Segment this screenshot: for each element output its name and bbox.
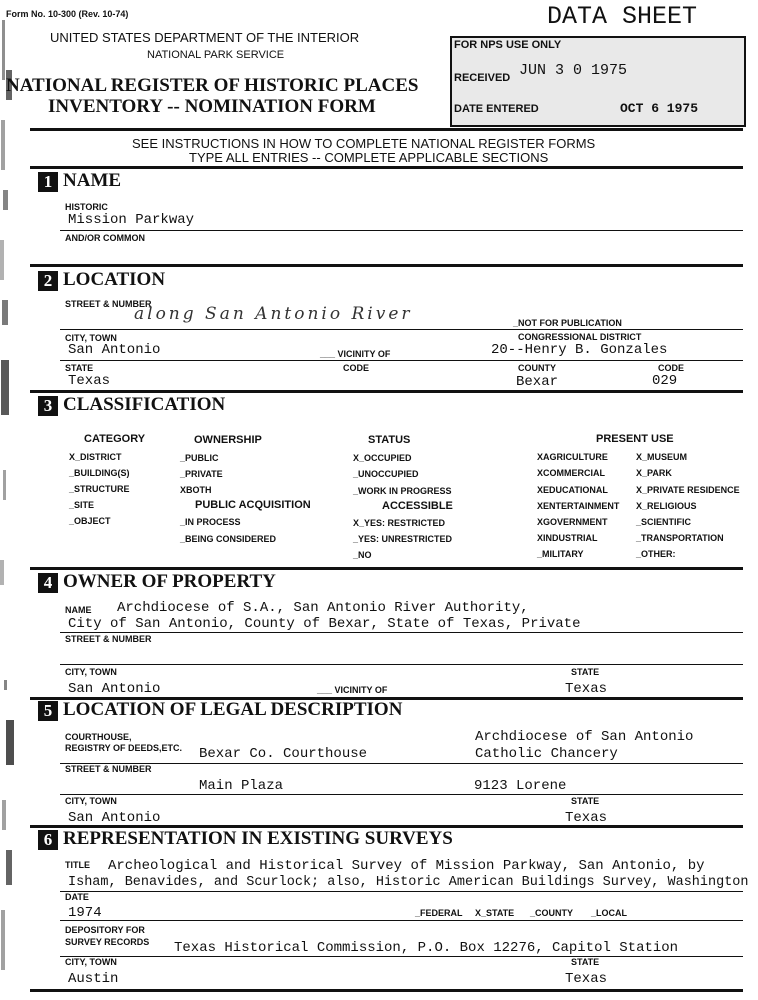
ownership-option: XBOTH	[180, 485, 212, 495]
category-option: _OBJECT	[69, 516, 111, 526]
status-option: _UNOCCUPIED	[353, 469, 419, 479]
accessible-heading: ACCESSIBLE	[382, 500, 453, 512]
ownership-option: _PUBLIC	[180, 453, 219, 463]
owner-state-value: Texas	[565, 681, 608, 697]
present-use-option: _MILITARY	[537, 549, 584, 559]
category-option: _BUILDING(S)	[69, 468, 130, 478]
common-name-label: AND/OR COMMON	[65, 233, 145, 243]
code-label-2: CODE	[658, 363, 685, 373]
historic-name: Mission Parkway	[68, 212, 195, 228]
survey-level-county: _COUNTY	[530, 908, 574, 918]
present-use-option: X_RELIGIOUS	[636, 501, 697, 511]
owner-name-line2: City of San Antonio, County of Bexar, State of Texas, Private	[68, 616, 581, 632]
owner-city-label: CITY, TOWN	[65, 667, 117, 677]
present-use-option: XCOMMERCIAL	[537, 468, 605, 478]
legal-street-label: STREET & NUMBER	[65, 764, 152, 774]
accessible-option: _YES: UNRESTRICTED	[353, 534, 453, 544]
public-acq-option: _BEING CONSIDERED	[180, 534, 277, 544]
form-subtitle: INVENTORY -- NOMINATION FORM	[48, 96, 376, 117]
legal-city-label: CITY, TOWN	[65, 796, 117, 806]
instructions-line1: SEE INSTRUCTIONS IN HOW TO COMPLETE NATIONAL REGISTER FORMS	[132, 136, 596, 151]
section-title: LOCATION OF LEGAL DESCRIPTION	[63, 699, 403, 720]
date-entered-label: DATE ENTERED	[454, 103, 539, 115]
received-label: RECEIVED	[454, 72, 511, 84]
field-line	[60, 794, 743, 795]
survey-city-label: CITY, TOWN	[65, 957, 117, 967]
instructions-line2: TYPE ALL ENTRIES -- COMPLETE APPLICABLE SECTIONS	[189, 150, 549, 165]
survey-date-value: 1974	[68, 905, 102, 921]
divider	[30, 128, 743, 131]
accessible-option: X_YES: RESTRICTED	[353, 518, 446, 528]
survey-title-line1: Archeological and Historical Survey of Mission Parkway, San Antonio, by	[108, 858, 705, 874]
survey-state-label: STATE	[571, 957, 600, 967]
present-use-option: XINDUSTRIAL	[537, 533, 598, 543]
depository-value: Texas Historical Commission, P.O. Box 12276, Capitol Station	[174, 940, 679, 956]
section-number: 5	[38, 701, 58, 721]
present-use-option: XEDUCATIONAL	[537, 485, 608, 495]
owner-street-label: STREET & NUMBER	[65, 634, 152, 644]
legal-state-value: Texas	[565, 810, 608, 826]
cong-district-label: CONGRESSIONAL DISTRICT	[518, 332, 642, 342]
present-use-option: _OTHER:	[636, 549, 676, 559]
county-label: COUNTY	[518, 363, 556, 373]
present-use-option: XAGRICULTURE	[537, 452, 608, 462]
agency-subname: NATIONAL PARK SERVICE	[147, 49, 285, 61]
field-line	[60, 891, 743, 892]
field-line	[60, 956, 743, 957]
field-line	[60, 329, 743, 330]
county-code-value: 029	[652, 373, 678, 389]
field-line	[60, 360, 743, 361]
courthouse-value: Bexar Co. Courthouse	[199, 746, 368, 762]
present-use-option: _SCIENTIFIC	[636, 517, 692, 527]
section-number: 4	[38, 573, 58, 593]
city-label: CITY, TOWN	[65, 333, 117, 343]
street-label: STREET & NUMBER	[65, 299, 152, 309]
city-value: San Antonio	[68, 342, 161, 358]
survey-city-value: Austin	[68, 971, 119, 987]
survey-level-federal: _FEDERAL	[415, 908, 463, 918]
section-number: 6	[38, 830, 58, 850]
depository-label: DEPOSITORY FOR	[65, 925, 145, 935]
scan-edge-noise	[0, 0, 26, 1000]
survey-records-label: SURVEY RECORDS	[65, 937, 150, 947]
registry-label: REGISTRY OF DEEDS,ETC.	[65, 743, 183, 753]
field-line	[60, 763, 743, 764]
legal-second-line1: Archdiocese of San Antonio	[475, 729, 694, 745]
street-handwritten: along San Antonio River	[134, 304, 413, 324]
section-number: 1	[38, 172, 58, 192]
not-for-publication: _NOT FOR PUBLICATION	[513, 318, 622, 328]
nps-use-box	[450, 36, 746, 127]
status-option: X_OCCUPIED	[353, 453, 412, 463]
accessible-option: _NO	[353, 550, 372, 560]
section-title: NAME	[63, 170, 122, 191]
owner-city-value: San Antonio	[68, 681, 161, 697]
ownership-heading: OWNERSHIP	[194, 434, 262, 446]
legal-street-value: Main Plaza	[199, 778, 284, 794]
received-date: JUN 3 0 1975	[519, 62, 628, 79]
status-heading: STATUS	[368, 434, 411, 446]
present-use-heading: PRESENT USE	[596, 433, 674, 445]
divider	[30, 264, 743, 267]
state-value: Texas	[68, 373, 111, 389]
section-title: REPRESENTATION IN EXISTING SURVEYS	[63, 828, 453, 849]
owner-name-line1: Archdiocese of S.A., San Antonio River Authority,	[117, 600, 529, 616]
field-line	[60, 664, 743, 665]
category-option: _SITE	[69, 500, 95, 510]
owner-state-label: STATE	[571, 667, 600, 677]
section-number: 2	[38, 271, 58, 291]
data-sheet-stamp: DATA SHEET	[547, 2, 698, 31]
owner-name-label: NAME	[65, 605, 92, 615]
owner-vicinity-label: ___ VICINITY OF	[317, 685, 388, 695]
public-acq-option: _IN PROCESS	[180, 517, 241, 527]
public-acquisition-heading: PUBLIC ACQUISITION	[195, 499, 311, 511]
survey-level-state: X_STATE	[475, 908, 515, 918]
code-label: CODE	[343, 363, 370, 373]
divider	[30, 567, 743, 570]
survey-date-label: DATE	[65, 892, 89, 902]
legal-second-line2: Catholic Chancery	[475, 746, 618, 762]
field-line	[60, 230, 743, 231]
present-use-option: X_PRIVATE RESIDENCE	[636, 485, 740, 495]
present-use-option: X_MUSEUM	[636, 452, 688, 462]
survey-title-line2: Isham, Benavides, and Scurlock; also, Historic American Buildings Survey, Washington	[68, 875, 749, 890]
status-option: _WORK IN PROGRESS	[353, 486, 452, 496]
divider	[30, 390, 743, 393]
section-number: 3	[38, 396, 58, 416]
section-title: OWNER OF PROPERTY	[63, 571, 276, 592]
nps-header: FOR NPS USE ONLY	[454, 39, 562, 51]
form-number: Form No. 10-300 (Rev. 10-74)	[6, 9, 129, 19]
legal-city-value: San Antonio	[68, 810, 161, 826]
courthouse-label: COURTHOUSE,	[65, 732, 132, 742]
field-line	[60, 632, 743, 633]
form-title: NATIONAL REGISTER OF HISTORIC PLACES	[6, 75, 419, 96]
county-value: Bexar	[516, 374, 559, 390]
historic-label: HISTORIC	[65, 202, 108, 212]
section-title: CLASSIFICATION	[63, 394, 226, 415]
state-label: STATE	[65, 363, 94, 373]
category-heading: CATEGORY	[84, 433, 146, 445]
category-option: X_DISTRICT	[69, 452, 122, 462]
survey-level-local: _LOCAL	[591, 908, 627, 918]
present-use-option: XGOVERNMENT	[537, 517, 608, 527]
divider	[30, 989, 743, 992]
survey-title-label: TITLE	[65, 860, 90, 870]
cong-district-value: 20--Henry B. Gonzales	[491, 342, 668, 358]
field-line	[60, 920, 743, 921]
survey-state-value: Texas	[565, 971, 608, 987]
category-option: _STRUCTURE	[69, 484, 130, 494]
divider	[30, 166, 743, 169]
present-use-option: _TRANSPORTATION	[636, 533, 724, 543]
legal-state-label: STATE	[571, 796, 600, 806]
section-title: LOCATION	[63, 269, 166, 290]
present-use-option: X_PARK	[636, 468, 672, 478]
vicinity-label: ___ VICINITY OF	[320, 349, 391, 359]
present-use-option: XENTERTAINMENT	[537, 501, 620, 511]
ownership-option: _PRIVATE	[180, 469, 223, 479]
agency-name: UNITED STATES DEPARTMENT OF THE INTERIOR	[50, 30, 360, 45]
legal-street-value-2: 9123 Lorene	[474, 778, 567, 794]
date-entered-value: OCT 6 1975	[620, 101, 699, 116]
